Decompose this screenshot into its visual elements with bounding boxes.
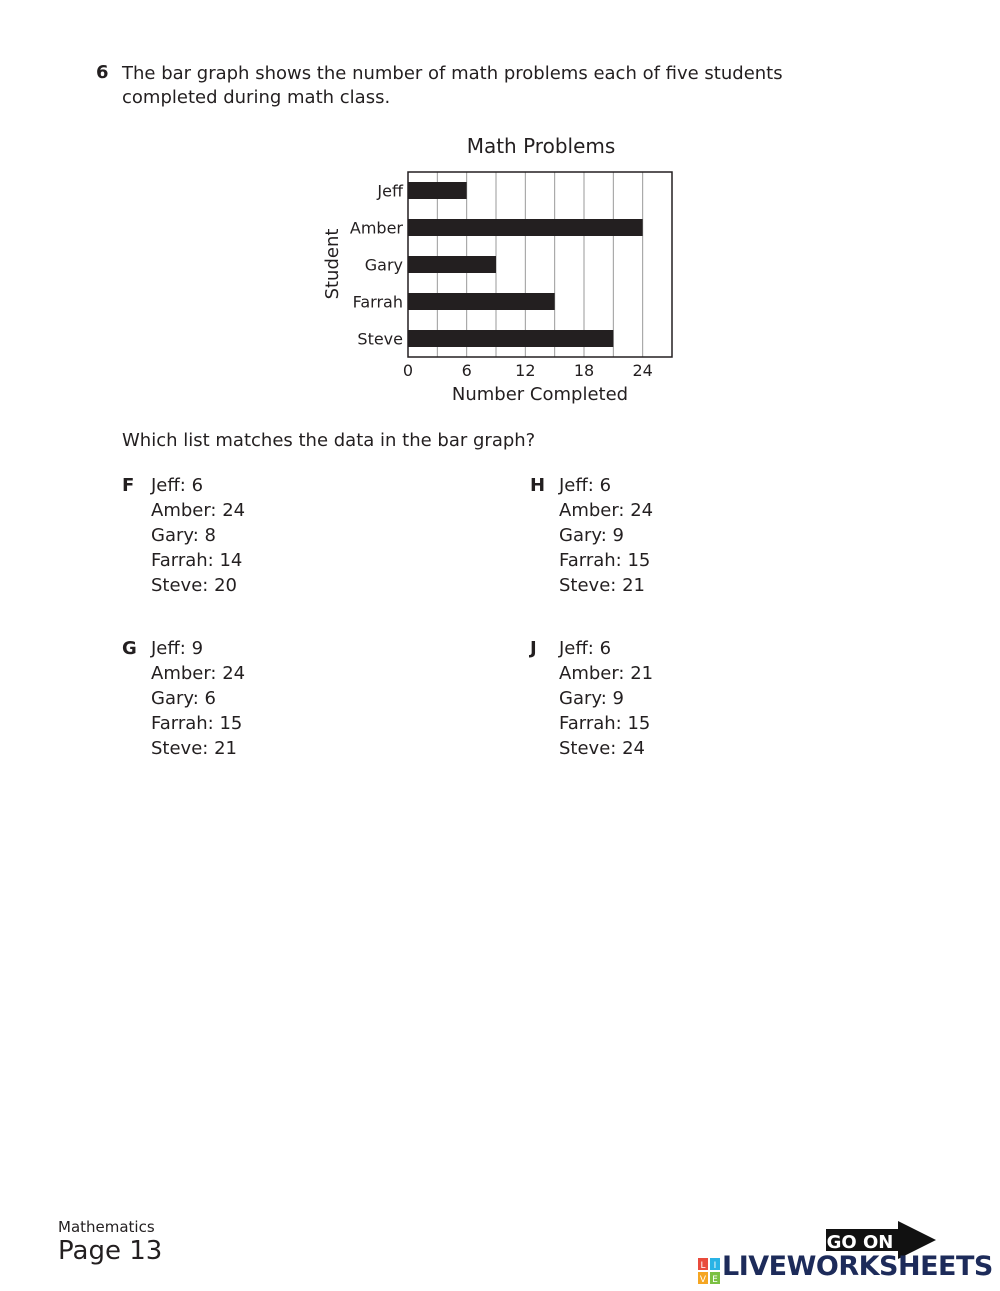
- choice-line: Steve: 24: [559, 738, 645, 759]
- category-label: Gary: [364, 255, 403, 275]
- choice-line: Gary: 9: [559, 688, 624, 709]
- choice-letter: G: [122, 638, 137, 659]
- category-label: Amber: [349, 218, 403, 238]
- brand-name: LIVEWORKSHEETS: [722, 1251, 993, 1282]
- bar-steve: [408, 330, 613, 347]
- choice-line: Amber: 24: [151, 500, 246, 521]
- choice-line: Gary: 8: [151, 525, 216, 546]
- x-tick-labels: [403, 361, 653, 380]
- x-tick-label: 24: [632, 361, 653, 380]
- question-text: The bar graph shows the number of math problems each of five students completed during math class.: [122, 63, 783, 108]
- footer-subject: Mathematics: [58, 1218, 155, 1236]
- bar-farrah: [408, 293, 555, 310]
- category-labels: [350, 182, 404, 349]
- choice-line: Jeff: 6: [559, 475, 612, 496]
- choice-line: Steve: 20: [151, 575, 237, 596]
- x-axis-label: Number Completed: [451, 384, 629, 405]
- choice-line: Gary: 6: [151, 688, 216, 709]
- choice-letter: H: [530, 475, 546, 496]
- choice-line: Farrah: 14: [151, 550, 243, 571]
- choice-line: Amber: 21: [559, 663, 654, 684]
- choice-letter: J: [530, 638, 537, 659]
- bar-chart: [310, 130, 690, 415]
- choice-line: Amber: 24: [559, 500, 654, 521]
- choice-line: Gary: 9: [559, 525, 624, 546]
- x-tick-label: 12: [515, 361, 536, 380]
- svg-text:V: V: [699, 1275, 707, 1284]
- question-number: 6: [96, 62, 109, 83]
- svg-text:L: L: [700, 1261, 706, 1271]
- choice-line: Steve: 21: [559, 575, 645, 596]
- x-tick-label: 6: [461, 361, 472, 380]
- choice-line: Farrah: 15: [559, 550, 651, 571]
- svg-text:I: I: [713, 1261, 717, 1271]
- choice-line: Jeff: 6: [151, 475, 204, 496]
- choice-line: Farrah: 15: [151, 713, 243, 734]
- y-axis-label: Student: [322, 228, 343, 300]
- go-on-label: GO ON: [826, 1232, 894, 1253]
- choice-letter: F: [122, 475, 135, 496]
- svg-text:E: E: [712, 1275, 718, 1284]
- live-badge-icon: [698, 1258, 720, 1284]
- bar-amber: [408, 219, 643, 236]
- chart-title: Math Problems: [466, 134, 616, 158]
- choice-line: Amber: 24: [151, 663, 246, 684]
- category-label: Steve: [357, 329, 403, 349]
- x-tick-label: 18: [573, 361, 595, 380]
- x-tick-label: 0: [402, 361, 414, 380]
- choice-line: Farrah: 15: [559, 713, 651, 734]
- category-label: Jeff: [377, 181, 403, 201]
- question-prompt: Which list matches the data in the bar graph?: [122, 430, 536, 451]
- choice-line: Jeff: 6: [559, 638, 612, 659]
- choice-line: Steve: 21: [151, 738, 237, 759]
- bar-gary: [408, 256, 496, 273]
- category-label: Farrah: [352, 292, 403, 312]
- choice-line: Jeff: 9: [151, 638, 204, 659]
- bar-jeff: [408, 182, 467, 199]
- page-number: Page 13: [58, 1236, 163, 1266]
